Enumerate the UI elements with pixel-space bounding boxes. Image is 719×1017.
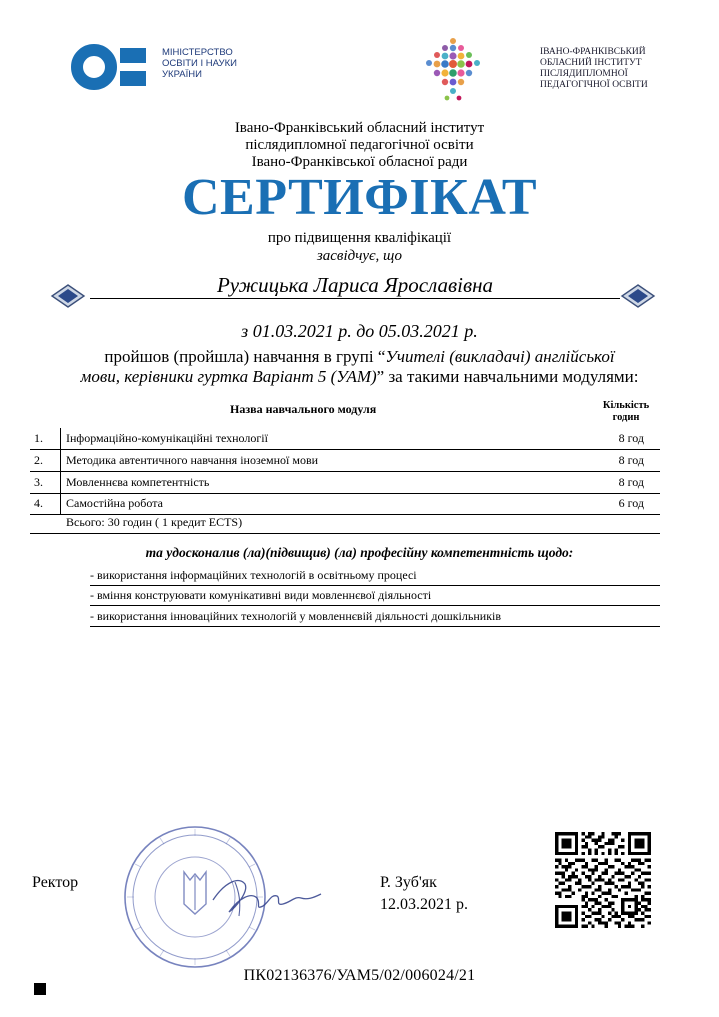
institute-logo-line: ПЕДАГОГІЧНОЇ ОСВІТИ <box>540 80 648 90</box>
group-name-part-1: Учителі (викладачі) англійської <box>385 347 615 366</box>
group-text-line-1 <box>0 347 719 367</box>
ministry-line: МІНІСТЕРСТВО <box>162 47 233 58</box>
competence-item <box>90 566 660 586</box>
column-divider <box>60 472 61 493</box>
modules-header-name: Назва навчального модуля <box>230 402 377 416</box>
diamond-ornament-icon <box>50 284 86 308</box>
column-divider <box>60 493 61 514</box>
table-bottom-line <box>30 533 660 534</box>
ministry-name <box>162 47 237 80</box>
table-row <box>30 428 660 450</box>
table-row <box>30 450 660 472</box>
competence-heading: та удосконалив (ла)(підвищив) (ла) професійну компетентність щодо: <box>145 545 574 560</box>
modules-header-hours: Кількість годин <box>602 400 650 423</box>
row-number: 4. <box>34 496 43 510</box>
recipient-name: Ружицька Лариса Ярославівна <box>216 273 494 297</box>
institution-line: Івано-Франківської обласної ради <box>251 154 468 170</box>
ministry-line: ОСВІТИ І НАУКИ <box>162 58 237 69</box>
column-divider <box>60 450 61 471</box>
training-dates: з 01.03.2021 р. до 05.03.2021 р. <box>241 321 478 341</box>
row-number: 1. <box>34 431 43 445</box>
rector-signature <box>205 862 325 922</box>
institution-line: післядипломної педагогічної освіти <box>245 137 474 153</box>
module-hours: 8 год <box>618 431 644 445</box>
module-hours: 8 год <box>618 475 644 489</box>
modules-total: Всього: 30 годин ( 1 кредит ECTS) <box>66 515 243 529</box>
module-title: Мовленнєва компетентність <box>66 475 210 489</box>
ministry-line: УКРАЇНИ <box>162 69 202 80</box>
group-suffix: ” за такими навчальними модулями: <box>376 367 639 386</box>
signer-name: Р. Зуб'як <box>380 874 437 891</box>
module-hours: 6 год <box>618 496 644 510</box>
institution-line: Івано-Франківський обласний інститут <box>234 120 485 136</box>
table-row <box>30 493 660 515</box>
table-row <box>30 472 660 494</box>
certificate-title: СЕРТИФІКАТ <box>181 169 538 226</box>
module-title: Самостійна робота <box>66 496 163 510</box>
module-title: Інформаційно-комунікаційні технології <box>66 431 268 445</box>
certificate-subtitle: про підвищення кваліфікації <box>267 230 452 246</box>
module-hours: 8 год <box>618 453 644 467</box>
competence-item <box>90 586 660 606</box>
group-text-line-2 <box>0 367 719 387</box>
institute-logo-text <box>540 47 648 91</box>
competence-text: - вміння конструювати комунікативні види мовленнєвої діяльності <box>90 588 432 602</box>
group-prefix: пройшов (пройшла) навчання в групі “ <box>104 347 386 366</box>
certificate-code: ПК02136376/УАМ5/02/006024/21 <box>243 967 476 984</box>
competence-text: - використання інноваційних технологій у мовленнєвій діяльності дошкільників <box>90 609 502 623</box>
ministry-logo <box>70 42 152 92</box>
institute-logo-line: ІВАНО-ФРАНКІВСЬКИЙ <box>540 47 646 57</box>
diamond-ornament-icon <box>620 284 656 308</box>
competence-item <box>90 607 660 627</box>
institute-logo-line: ОБЛАСНИЙ ІНСТИТУТ <box>540 58 642 68</box>
signature-date: 12.03.2021 р. <box>380 896 468 913</box>
certifies-text: засвідчує, що <box>316 248 403 264</box>
name-underline <box>90 298 620 299</box>
qr-code[interactable] <box>555 832 651 928</box>
rector-label: Ректор <box>32 874 79 891</box>
institute-logo <box>418 36 488 104</box>
column-divider <box>60 428 61 449</box>
institution-name <box>0 120 719 171</box>
competence-text: - використання інформаційних технологій в освітньому процесі <box>90 568 417 582</box>
module-title: Методика автентичного навчання іноземної мови <box>66 453 319 467</box>
row-number: 3. <box>34 475 43 489</box>
row-number: 2. <box>34 453 43 467</box>
institute-logo-line: ПІСЛЯДИПЛОМНОЇ <box>540 69 628 79</box>
group-name-part-2: мови, керівники гуртка Варіант 5 (УАМ) <box>80 367 377 386</box>
